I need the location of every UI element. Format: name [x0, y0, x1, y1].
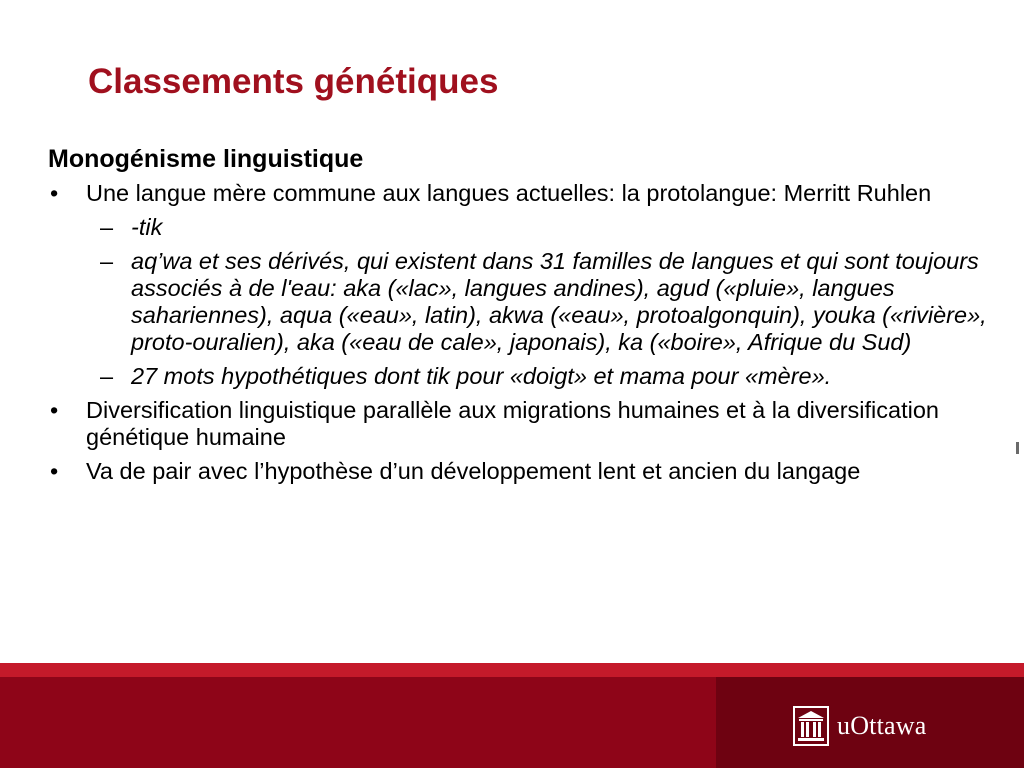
- slide-subtitle: Monogénisme linguistique: [48, 145, 364, 173]
- slide-title: Classements génétiques: [88, 62, 499, 101]
- dash-marker: –: [100, 214, 114, 240]
- uottawa-logo: [793, 706, 926, 746]
- sub-list-item: [86, 363, 988, 390]
- bullet-marker: •: [50, 180, 59, 206]
- sub-bullet-text: -tik: [131, 214, 163, 240]
- dash-marker: –: [100, 248, 114, 274]
- footer-accent-line: [0, 663, 1024, 677]
- list-item: [48, 180, 988, 390]
- sub-list-item: [86, 248, 988, 356]
- sub-bullet-text: aq’wa et ses dérivés, qui existent dans 31 familles de langues et qui sont toujours associés à de l'eau: aka («lac», langues andines), agud («pluie», langues sahariennes), aqua («eau», latin), akwa («eau», protoalgonquin), youka («rivière», proto-ouralien), aka («eau de cale», japonais), ka («boire», Afrique du Sud): [131, 248, 987, 355]
- bullet-marker: •: [50, 397, 59, 423]
- bullet-text: Diversification linguistique parallèle aux migrations humaines et à la diversification génétique humaine: [86, 397, 939, 450]
- slide-content: [48, 142, 988, 492]
- sub-list-item: [86, 214, 988, 241]
- dash-marker: –: [100, 363, 114, 389]
- sub-bullet-text: 27 mots hypothétiques dont tik pour «doigt» et mama pour «mère».: [131, 363, 832, 389]
- university-building-icon: [793, 706, 829, 746]
- list-item: [48, 458, 988, 485]
- bullet-text: Une langue mère commune aux langues actuelles: la protolangue: Merritt Ruhlen: [86, 180, 932, 206]
- logo-text: uOttawa: [837, 711, 927, 740]
- edge-mark: [1016, 442, 1019, 454]
- sub-bullet-list: [86, 214, 988, 390]
- list-item: [48, 397, 988, 451]
- bullet-text: Va de pair avec l’hypothèse d’un développement lent et ancien du langage: [86, 458, 861, 484]
- bullet-list: [48, 180, 988, 485]
- bullet-marker: •: [50, 458, 59, 484]
